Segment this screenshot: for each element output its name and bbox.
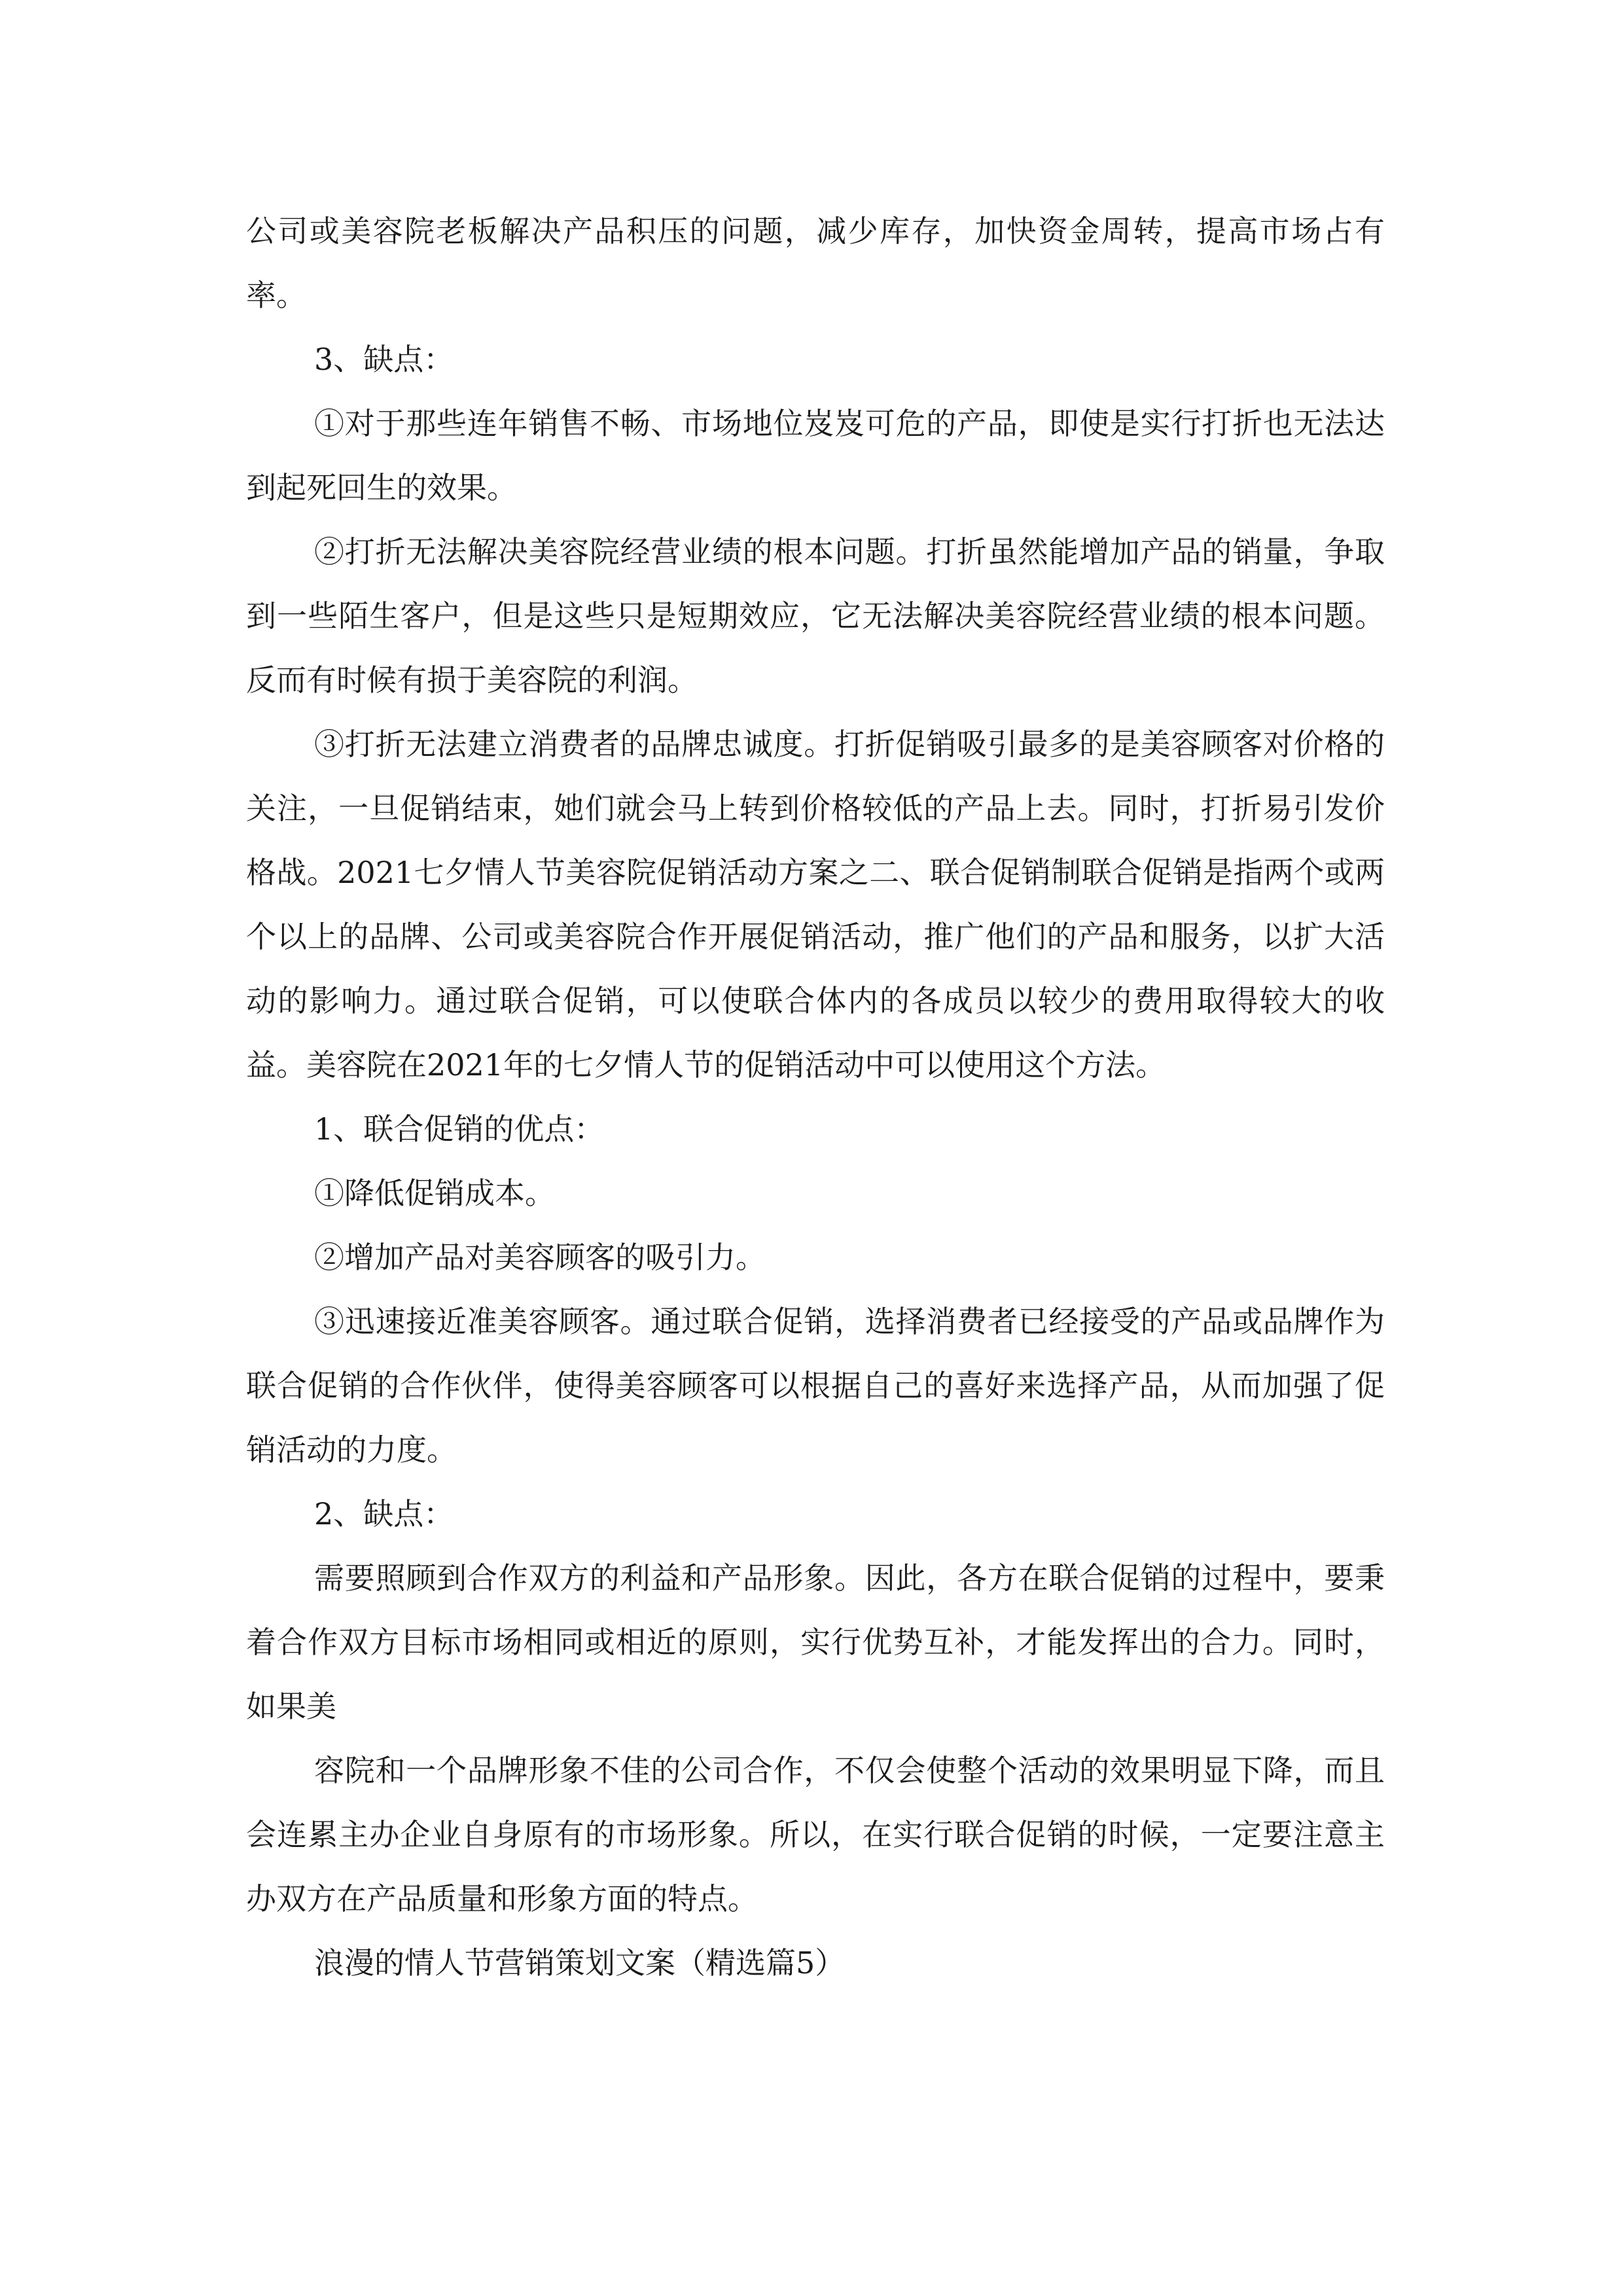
paragraph-5: ③打折无法建立消费者的品牌忠诚度。打折促销吸引最多的是美容顾客对价格的关注，一旦促销结束，她们就会马上转到价格较低的产品上去。同时，打折易引发价格战。2021七夕情人节美容院促销活动方案之二、联合促销制联合促销是指两个或两个以上的品牌、公司或美容院合作开展促销活动，推广他们的产品和服务，以扩大活动的影响力。通过联合促销，可以使联合体内的各成员以较少的费用取得较大的收益。美容院在2021年的七夕情人节的促销活动中可以使用这个方法。 [246,726,1385,1083]
paragraph-7: ①降低促销成本。 [314,1175,555,1211]
paragraph-6: 1、联合促销的优点： [314,1111,605,1147]
paragraph-1: 公司或美容院老板解决产品积压的问题，减少库存，加快资金周转，提高市场占有率。 [246,213,1385,313]
paragraph-9: ③迅速接近准美容顾客。通过联合促销，选择消费者已经接受的产品或品牌作为联合促销的合作伙伴，使得美容顾客可以根据自己的喜好来选择产品，从而加强了促销活动的力度。 [246,1304,1385,1467]
paragraph-12: 容院和一个品牌形象不佳的公司合作，不仅会使整个活动的效果明显下降，而且会连累主办企业自身原有的市场形象。所以，在实行联合促销的时候，一定要注意主办双方在产品质量和形象方面的特点。 [246,1753,1385,1916]
body-text [246,199,1385,1995]
paragraph-11: 需要照顾到合作双方的利益和产品形象。因此，各方在联合促销的过程中，要秉着合作双方目标市场相同或相近的原则，实行优势互补，才能发挥出的合力。同时，如果美 [246,1560,1385,1724]
paragraph-3: ①对于那些连年销售不畅、市场地位岌岌可危的产品，即使是实行打折也无法达到起死回生的效果。 [246,406,1385,505]
paragraph-10: 2、缺点： [314,1496,454,1532]
paragraph-4: ②打折无法解决美容院经营业绩的根本问题。打折虽然能增加产品的销量，争取到一些陌生客户，但是这些只是短期效应，它无法解决美容院经营业绩的根本问题。反而有时候有损于美容院的利润。 [246,534,1385,698]
paragraph-8: ②增加产品对美容顾客的吸引力。 [314,1240,766,1275]
section-heading: 浪漫的情人节营销策划文案（精选篇5） [314,1945,846,1981]
paragraph-2: 3、缺点： [314,342,454,377]
